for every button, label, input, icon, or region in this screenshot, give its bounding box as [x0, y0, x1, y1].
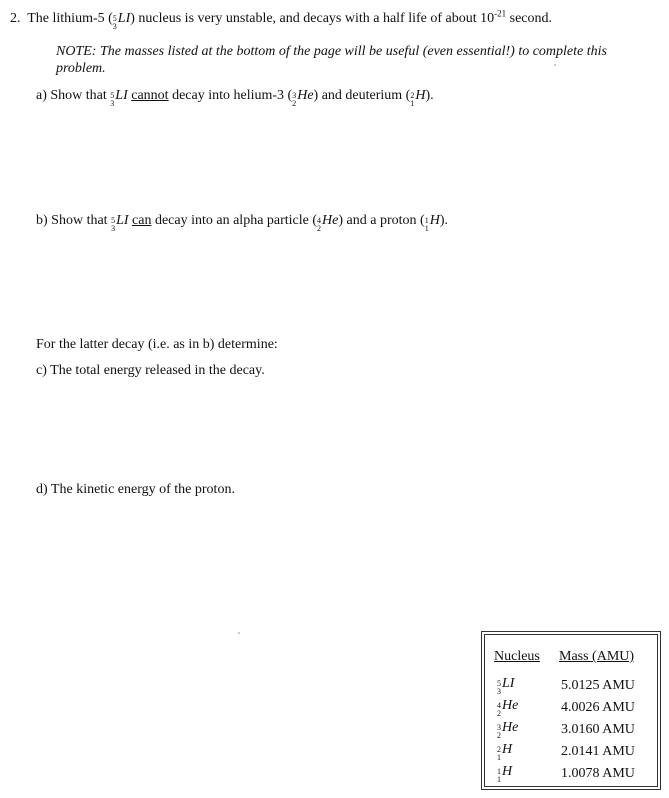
table-row-mass: 1.0078 AMU — [561, 766, 635, 781]
mass-number: 3 — [292, 91, 297, 100]
element-symbol: H — [502, 764, 513, 779]
nuclide-he3 — [292, 87, 313, 109]
mass-number: 5 — [112, 14, 117, 23]
atomic-number: 3 — [111, 224, 116, 233]
mass-number: 4 — [317, 216, 322, 225]
mass-number: 5 — [111, 216, 116, 225]
part-c-text: The total energy released in the decay. — [50, 363, 265, 378]
part-b-label: b) — [36, 213, 48, 228]
part-b-text-1: decay into an alpha particle ( — [154, 213, 318, 228]
intro-text-2: ) nucleus is very unstable, and decays with a half life of about 10 — [130, 11, 495, 26]
nuclide-li5 — [110, 87, 127, 109]
part-d-text: The kinetic energy of the proton. — [50, 482, 235, 497]
element-symbol: LI — [116, 213, 129, 228]
part-d-label: d) — [36, 482, 48, 497]
element-symbol: He — [502, 720, 519, 735]
element-symbol: He — [502, 698, 519, 713]
intro-end: second. — [506, 11, 553, 26]
part-a-text-2: ) and deuterium ( — [313, 88, 411, 103]
problem-statement — [10, 10, 552, 32]
nuclide-h2 — [410, 87, 425, 109]
nuclide-li5 — [113, 10, 130, 32]
part-a-label: a) — [36, 88, 47, 103]
atomic-number: 2 — [317, 224, 322, 233]
element-symbol: H — [502, 742, 513, 757]
element-symbol: He — [297, 88, 314, 103]
table-row-mass: 5.0125 AMU — [561, 678, 635, 693]
problem-number: 2. — [10, 11, 21, 26]
part-a — [36, 87, 434, 109]
latter-decay-text: For the latter decay (i.e. as in b) determine: — [36, 337, 278, 352]
scan-speck — [554, 64, 556, 66]
header-nucleus: Nucleus — [494, 649, 540, 664]
table-row-nucleus — [497, 764, 512, 785]
atomic-number: 2 — [497, 731, 501, 740]
atomic-number: 1 — [497, 775, 501, 784]
note-text: The masses listed at the bottom of the page will be useful (even essential!) to complete this problem. — [56, 44, 607, 76]
intro-text: The lithium-5 ( — [27, 11, 113, 26]
part-d — [36, 481, 235, 498]
part-b-text-2: ) and a proton ( — [338, 213, 425, 228]
scan-speck — [238, 632, 240, 634]
mass-number: 5 — [110, 91, 115, 100]
table-row-nucleus — [497, 698, 518, 719]
mass-number: 3 — [497, 723, 501, 732]
atomic-number: 3 — [112, 22, 117, 31]
table-row-mass: 2.0141 AMU — [561, 744, 635, 759]
table-row-nucleus — [497, 742, 512, 763]
mass-number: 1 — [424, 216, 429, 225]
table-row-mass: 3.0160 AMU — [561, 722, 635, 737]
part-a-text-3: ). — [425, 88, 434, 103]
table-row-nucleus — [497, 676, 514, 697]
can-word: can — [132, 213, 152, 228]
nuclide-h1 — [425, 212, 440, 234]
note — [56, 43, 646, 77]
nuclide-li5 — [111, 212, 128, 234]
mass-number: 1 — [497, 767, 501, 776]
mass-number: 5 — [497, 679, 501, 688]
show-that-text: Show that — [50, 88, 107, 103]
show-that-text: Show that — [51, 213, 108, 228]
part-b — [36, 212, 448, 234]
atomic-number: 2 — [292, 99, 297, 108]
part-b-text-3: ). — [439, 213, 448, 228]
atomic-number: 1 — [424, 224, 429, 233]
nuclide-he4 — [317, 212, 338, 234]
mass-number: 4 — [497, 701, 501, 710]
element-symbol: LI — [117, 11, 131, 26]
element-symbol: He — [322, 213, 339, 228]
part-c — [36, 362, 265, 379]
atomic-number: 2 — [497, 709, 501, 718]
element-symbol: LI — [115, 88, 128, 103]
table-row-nucleus — [497, 720, 518, 741]
exponent: -21 — [494, 8, 507, 19]
part-c-label: c) — [36, 363, 47, 378]
cannot-word: cannot — [131, 88, 169, 103]
mass-table — [484, 634, 658, 787]
element-symbol: LI — [502, 676, 515, 691]
atomic-number: 1 — [410, 99, 415, 108]
table-row-mass: 4.0026 AMU — [561, 700, 635, 715]
atomic-number: 3 — [110, 99, 115, 108]
atomic-number: 3 — [497, 687, 501, 696]
header-mass: Mass (AMU) — [559, 649, 635, 664]
part-a-text-1: decay into helium-3 ( — [172, 88, 293, 103]
atomic-number: 1 — [497, 753, 501, 762]
note-label: NOTE: — [56, 44, 97, 59]
element-symbol: H — [415, 88, 426, 103]
mass-number: 2 — [410, 91, 415, 100]
element-symbol: H — [429, 213, 440, 228]
mass-number: 2 — [497, 745, 501, 754]
